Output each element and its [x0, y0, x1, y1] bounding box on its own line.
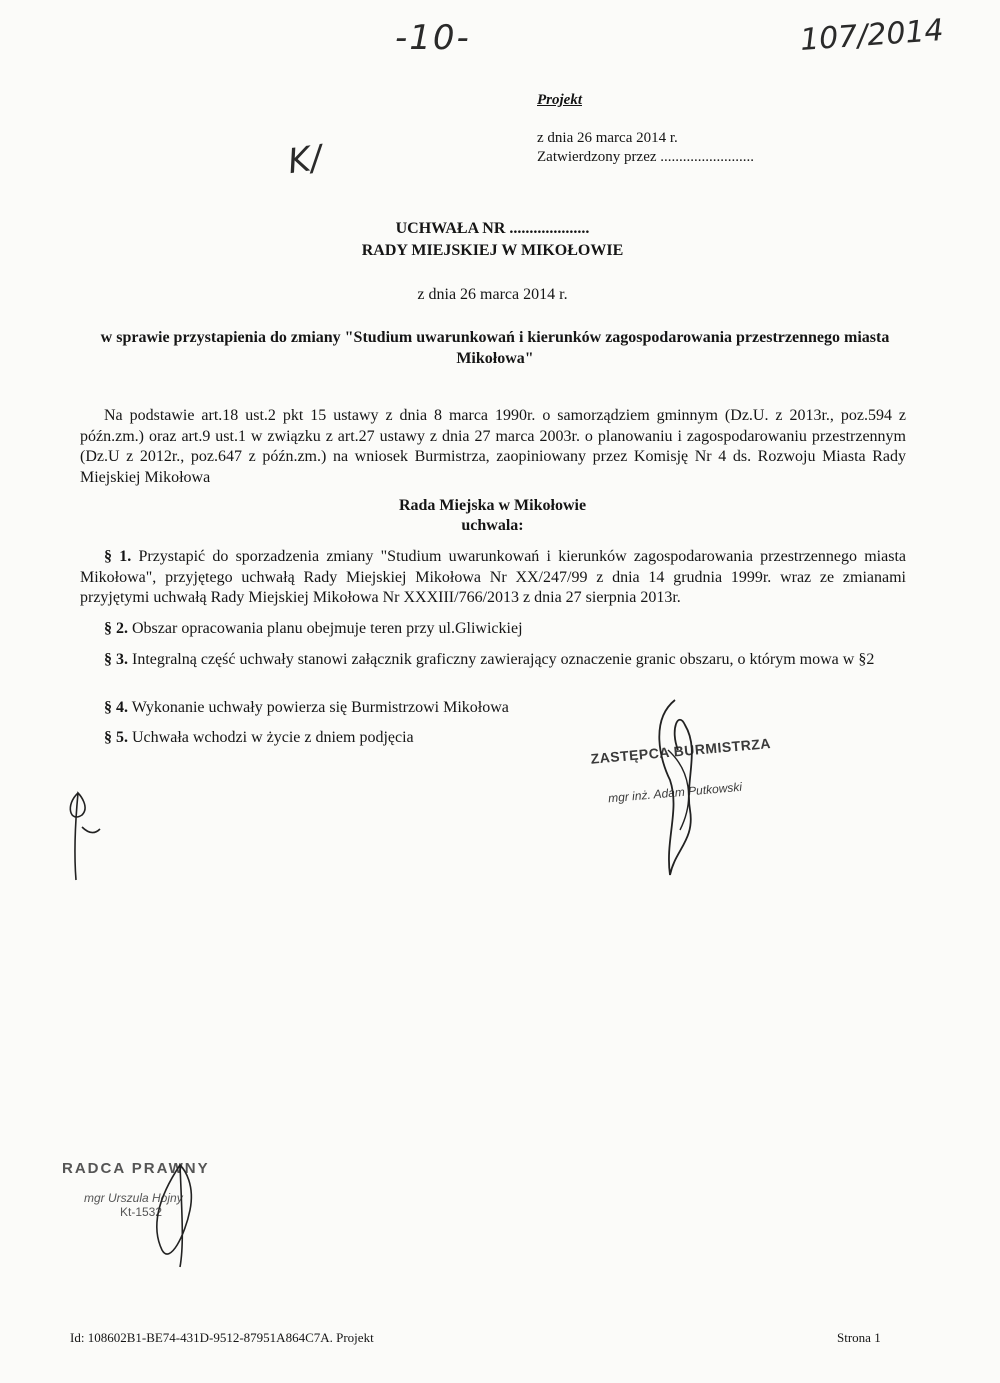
resolution-number: UCHWAŁA NR ....................: [395, 220, 590, 237]
preamble: Na podstawie art.18 ust.2 pkt 15 ustawy z dnia 8 marca 1990r. o samorządziem gminnym (Dz.U. z 2013r., poz.594 z późn.zm.) oraz art.9 ust.1 w związku z art.27 ustawy z dnia 27 marca 2003r. o planowaniu i zagospodarowaniu przestrzennym (Dz.U z 2012r., poz.647 z późn.zm.) na wniosek Burmistrza, zaopiniowany przez Komisję Nr 4 ds. Rozwoju Miasta Rady Miejskiej Mikołowa: [80, 407, 906, 486]
section-number: § 3.: [104, 651, 128, 668]
page-indicator: Strona 1: [837, 1330, 881, 1345]
deputy-mayor-signature: [640, 690, 720, 890]
resolves-word: uchwala:: [461, 517, 524, 534]
section-3: [80, 650, 906, 671]
section-text: Wykonanie uchwały powierza się Burmistrzowi Mikołowa: [131, 699, 509, 716]
handwritten-registry-number: 107/2014: [798, 13, 945, 58]
section-text: Obszar opracowania planu obejmuje teren przy ul.Gliwickiej: [132, 620, 523, 637]
resolution-subject: w sprawie przystapienia do zmiany "Studium uwarunkowań i kierunków zagospodarowania przestrzennego miasta Mikołowa": [100, 329, 890, 367]
section-number: § 2.: [104, 620, 128, 637]
council-name: RADY MIEJSKIEJ W MIKOŁOWIE: [361, 242, 624, 259]
section-number: § 1.: [104, 548, 132, 565]
document-id: Id: 108602B1-BE74-431D-9512-87951A864C7A. Projekt: [70, 1330, 374, 1345]
council-heading: Rada Miejska w Mikołowie: [398, 497, 587, 514]
section-text: Przystapić do sporzadzenia zmiany "Studium uwarunkowań i kierunków zagospodarowania przestrzennego miasta Mikołowa", przyjętego uchwałą Rady Miejskiej Mikołowa Nr XX/247/99 z dnia 14 grudnia 1999r. wraz ze zmianami przyjętymi uchwałą Rady Miejskiej Mikołowa Nr XXXIII/766/2013 z dnia 27 sierpnia 2013r.: [80, 548, 906, 606]
section-text: Uchwała wchodzi w życie z dniem podjęcia: [132, 729, 414, 746]
stamp-number: Kt-1532: [120, 1205, 163, 1219]
approved-by: Zatwierdzony przez .........................: [537, 149, 755, 165]
section-1: [80, 547, 906, 609]
section-number: § 5.: [104, 729, 128, 746]
handwritten-page-number: -10-: [395, 18, 471, 58]
stamp-name: mgr Urszula Hojny: [84, 1191, 183, 1205]
project-label: Projekt: [537, 92, 582, 108]
section-2: [80, 619, 906, 640]
section-number: § 4.: [104, 699, 128, 716]
header-date: z dnia 26 marca 2014 r.: [537, 130, 678, 146]
left-paraph: [60, 785, 110, 885]
handwritten-mark: K/: [285, 137, 325, 183]
legal-counsel-signature: [140, 1155, 220, 1275]
stamp-title: ZASTĘPCA BURMISTRZA: [589, 735, 772, 767]
resolution-date: z dnia 26 marca 2014 r.: [417, 286, 568, 303]
stamp-name: mgr inż. Adam Putkowski: [607, 779, 743, 806]
stamp-title: RADCA PRAWNY: [62, 1160, 210, 1177]
section-4: [80, 698, 906, 719]
section-text: Integralną część uchwały stanowi załącznik graficzny zawierający oznaczenie granic obszaru, o którym mowa w §2: [132, 651, 875, 668]
